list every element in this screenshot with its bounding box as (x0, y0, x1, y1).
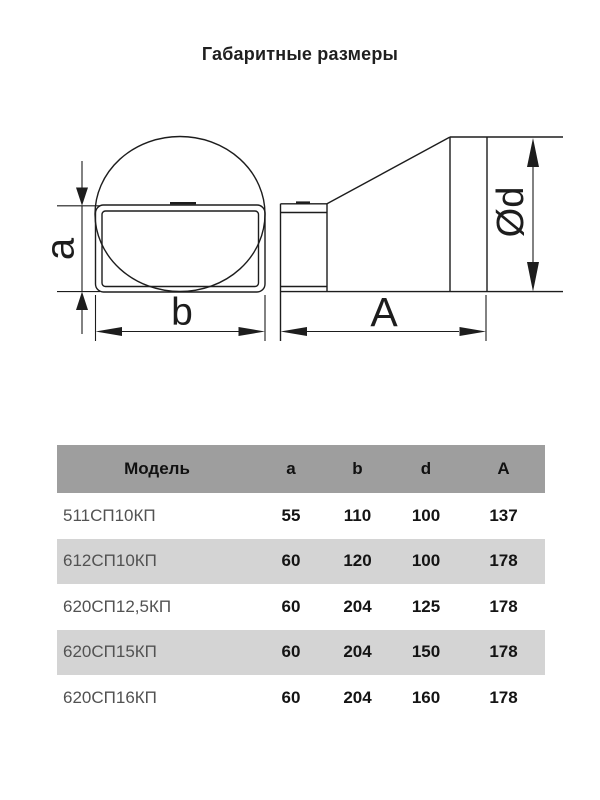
header-A: A (497, 459, 510, 478)
model-cell: 612СП10КП (63, 551, 157, 571)
value-cell-A: 137 (489, 505, 518, 525)
table-row (57, 630, 545, 676)
header-a: a (286, 459, 296, 478)
side-view (281, 137, 564, 341)
round-duct-outline (95, 137, 265, 292)
side-view-dimensions (281, 138, 540, 341)
arrowhead (527, 138, 539, 167)
dim-label-length: A (370, 289, 398, 335)
value-cell-A: 178 (489, 551, 518, 571)
value-cell-a: 60 (281, 687, 301, 707)
arrowhead (96, 327, 123, 336)
flat-duct-inner (102, 211, 259, 287)
value-cell-A: 178 (489, 687, 518, 707)
value-cell-d: 150 (411, 642, 441, 662)
page-title: Габаритные размеры (201, 44, 399, 64)
arrowhead (281, 327, 308, 336)
model-cell: 620СП12,5КП (63, 596, 172, 616)
value-cell-A: 178 (489, 596, 518, 616)
header-model: Модель (124, 459, 190, 478)
arrowhead (76, 292, 88, 310)
arrowhead (76, 188, 88, 206)
dim-label-a: a (38, 237, 83, 261)
table-row (57, 675, 545, 721)
value-cell-d: 100 (411, 551, 441, 571)
table-row (57, 584, 545, 630)
value-cell-d: 125 (411, 596, 441, 616)
spec-table (57, 445, 545, 721)
model-cell: 511СП10КП (63, 505, 156, 525)
value-cell-b: 204 (343, 596, 372, 616)
dimension-drawing (0, 0, 600, 380)
value-cell-a: 60 (281, 642, 301, 662)
value-cell-a: 60 (281, 596, 301, 616)
header-d: d (420, 459, 432, 478)
value-cell-b: 110 (343, 505, 372, 525)
front-view-dimensions (57, 161, 265, 341)
value-cell-b: 204 (343, 687, 372, 707)
value-cell-a: 55 (281, 505, 301, 525)
value-cell-d: 100 (411, 505, 441, 525)
arrowhead (460, 327, 487, 336)
value-cell-b: 120 (343, 551, 372, 571)
model-cell: 620СП15КП (63, 642, 157, 662)
value-cell-a: 60 (281, 551, 301, 571)
value-cell-d: 160 (411, 687, 441, 707)
dim-label-b: b (171, 291, 193, 334)
table-header-row (57, 445, 545, 493)
table-row (57, 493, 545, 539)
value-cell-A: 178 (489, 642, 518, 662)
value-cell-b: 204 (343, 642, 372, 662)
dim-label-diameter: Ød (490, 186, 532, 238)
model-cell: 620СП16КП (63, 687, 157, 707)
arrowhead (239, 327, 266, 336)
transition-slant (327, 137, 450, 204)
front-view (95, 137, 265, 293)
flat-duct-outer (96, 205, 266, 292)
header-b: b (352, 459, 363, 478)
table-row (57, 539, 545, 585)
arrowhead (527, 262, 539, 292)
